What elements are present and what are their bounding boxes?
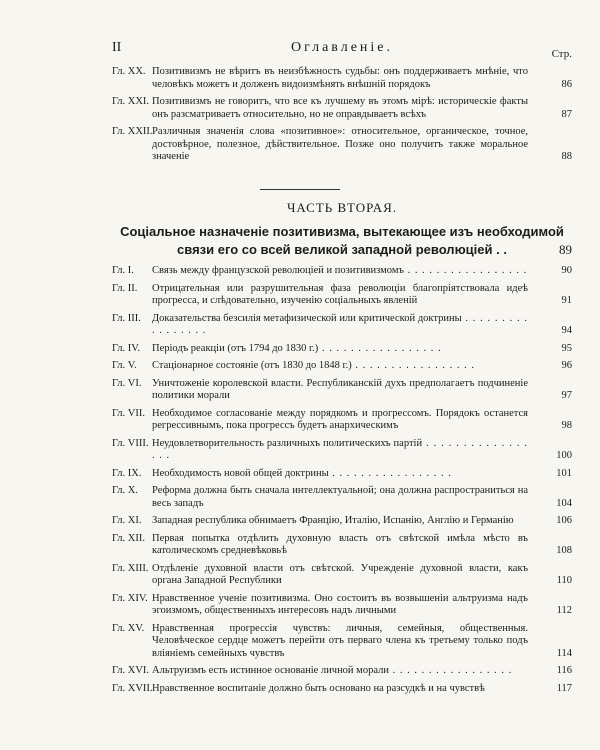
toc-entry	[112, 468, 572, 481]
page-ref: 90	[561, 265, 572, 276]
page-ref: 91	[561, 295, 572, 306]
chapter-number: Гл. XVII.	[112, 682, 153, 694]
chapter-title: Первая попытка отдѣлить духовную власть отъ свѣтской имѣла мѣсто въ католическомъ средневѣковьѣ	[152, 532, 528, 556]
chapter-title: Реформа должна быть сначала интеллектуальной; она должна распространиться на весь западъ	[152, 485, 528, 509]
chapter-number: Гл. XII.	[112, 532, 145, 544]
page-ref: 116	[556, 665, 572, 676]
toc-part-two	[112, 265, 572, 700]
page-ref: 106	[556, 515, 572, 526]
page-ref: 117	[556, 682, 572, 694]
page-ref: 101	[556, 467, 572, 479]
chapter-number: Гл. XIII.	[112, 562, 149, 574]
toc-entry	[112, 343, 572, 356]
toc-entry	[112, 126, 572, 164]
chapter-title: Необходимое согласованіе между порядкомъ и прогрессомъ. Порядокъ останется регрессивнымъ, пока прогрессъ будетъ анархическимъ	[152, 407, 528, 431]
page-ref: 98	[561, 420, 572, 431]
page-ref: 86	[561, 78, 572, 90]
page-ref: 110	[556, 575, 572, 586]
chapter-number: Гл. VI.	[112, 377, 142, 389]
page-ref: 87	[561, 108, 572, 120]
chapter-title: Западная республика обнимаетъ Францію, Италію, Испанію, Англію и Германію	[152, 515, 514, 526]
running-title: Оглавленіе.	[290, 40, 394, 55]
page-ref: 108	[556, 545, 572, 556]
chapter-title: Уничтоженіе королевской власти. Республиканскій духъ предполагаетъ подчиненіе политики морали	[152, 377, 528, 401]
page-ref: 88	[561, 151, 572, 162]
page-ref: 95	[561, 342, 572, 354]
part-title-page: 89	[559, 242, 572, 257]
chapter-number: Гл. IV.	[112, 342, 141, 354]
chapter-number: Гл. VII.	[112, 407, 145, 419]
part-title-text: Соціальное назначеніе позитивизма, вытекающее изъ необходимой связи его со всей великой западной революціей . .	[120, 224, 564, 257]
page-number: II	[112, 40, 122, 55]
chapter-title: Различныя значенія слова «позитивное»: относительное, органическое, точное, достовѣрное, полезное, дѣйствительное. Позже оно получитъ также моральное значеніе	[152, 126, 528, 162]
chapter-number: Гл. I.	[112, 265, 134, 276]
page-ref: 100	[556, 450, 572, 461]
chapter-title: Позитивизмъ не говоритъ, что все къ лучшему въ этомъ мірѣ: историческіе факты онъ разсматриваетъ относительно, но не оправдываетъ всѣхъ	[152, 96, 528, 120]
toc-entry	[112, 533, 572, 558]
toc-entry	[112, 66, 572, 91]
toc-entry	[112, 563, 572, 588]
chapter-number: Гл. XI.	[112, 515, 142, 526]
chapter-title: Связь между французской революціей и позитивизмомъ . . .	[152, 265, 528, 278]
page-ref: 96	[561, 360, 572, 371]
toc-entry	[112, 360, 572, 373]
chapter-title: Позитивизмъ не вѣритъ въ неизбѣжность судьбы: онъ поддерживаетъ мнѣніе, что человѣкъ можетъ и долженъ видоизмѣнять внѣшній порядокъ	[152, 66, 528, 90]
chapter-number: Гл. XV.	[112, 622, 145, 634]
chapter-title: Стаціонарное состояніе (отъ 1830 до 1848 г.) . . .	[152, 360, 528, 373]
toc-entry	[112, 515, 572, 528]
chapter-number: Гл. V.	[112, 360, 137, 371]
page-ref: 114	[556, 647, 572, 659]
page-column-label: Стр.	[551, 48, 572, 60]
part-title	[112, 223, 572, 259]
section-divider	[260, 189, 340, 190]
chapter-number: Гл. XX.	[112, 66, 146, 77]
toc-entry	[112, 593, 572, 618]
page-ref: 94	[561, 325, 572, 336]
chapter-number: Гл. III.	[112, 312, 141, 324]
toc-entry	[112, 313, 572, 338]
toc-entry	[112, 485, 572, 510]
toc-entry	[112, 408, 572, 433]
toc-entry	[112, 438, 572, 463]
chapter-number: Гл. XXI.	[112, 96, 150, 107]
chapter-number: Гл. X.	[112, 485, 138, 496]
chapter-number: Гл. IX.	[112, 467, 142, 479]
toc-entry	[112, 378, 572, 403]
page-ref: 104	[556, 497, 572, 509]
toc-entry	[112, 683, 572, 696]
chapter-number: Гл. XIV.	[112, 592, 148, 604]
chapter-title: Альтруизмъ есть истинное основаніе личной морали . . .	[152, 665, 528, 678]
toc-part-one	[112, 66, 572, 169]
chapter-title: Нравственное воспитаніе должно быть основано на разсудкѣ и на чувствѣ	[152, 682, 485, 694]
chapter-number: Гл. XVI.	[112, 665, 150, 676]
toc-entry	[112, 665, 572, 678]
page-header	[112, 40, 572, 60]
chapter-number: Гл. XXII.	[112, 126, 153, 137]
page-ref: 97	[561, 390, 572, 401]
chapter-title: Отрицательная или разрушительная фаза революціи благопріятствовала идеѣ прогресса, и слѣдовательно, изученію соціальныхъ явленій	[152, 282, 528, 306]
chapter-title: Періодъ реакціи (отъ 1794 до 1830 г.) . . .	[152, 343, 528, 356]
toc-entry	[112, 283, 572, 308]
chapter-title: Необходимость новой общей доктрины . . .	[152, 468, 528, 481]
chapter-number: Гл. VIII.	[112, 437, 149, 449]
toc-entry	[112, 623, 572, 661]
page-ref: 112	[556, 605, 572, 616]
chapter-title: Нравственное ученіе позитивизма. Оно состоитъ въ возвышеніи альтруизма надъ эгоизмомъ, общественныхъ интересовъ надъ личными	[152, 592, 528, 616]
chapter-number: Гл. II.	[112, 282, 138, 294]
chapter-title: Отдѣленіе духовной власти отъ свѣтской. Учрежденіе духовной власти, какъ органа Западной Республики	[152, 562, 528, 586]
chapter-title: Неудовлетворительность различныхъ политическихъ партій . . .	[152, 438, 528, 463]
chapter-title: Нравственная прогрессія чувствъ: личныя, семейныя, общественныя. Человѣческое сердце можетъ перейти отъ перваго члена къ третьему только подъ вліяніемъ семейныхъ чувствъ	[152, 622, 528, 659]
chapter-title: Доказательства безсилія метафизической или критической доктрины . . .	[152, 313, 528, 338]
toc-entry	[112, 96, 572, 121]
part-heading: ЧАСТЬ ВТОРАЯ.	[286, 200, 398, 215]
toc-entry	[112, 265, 572, 278]
